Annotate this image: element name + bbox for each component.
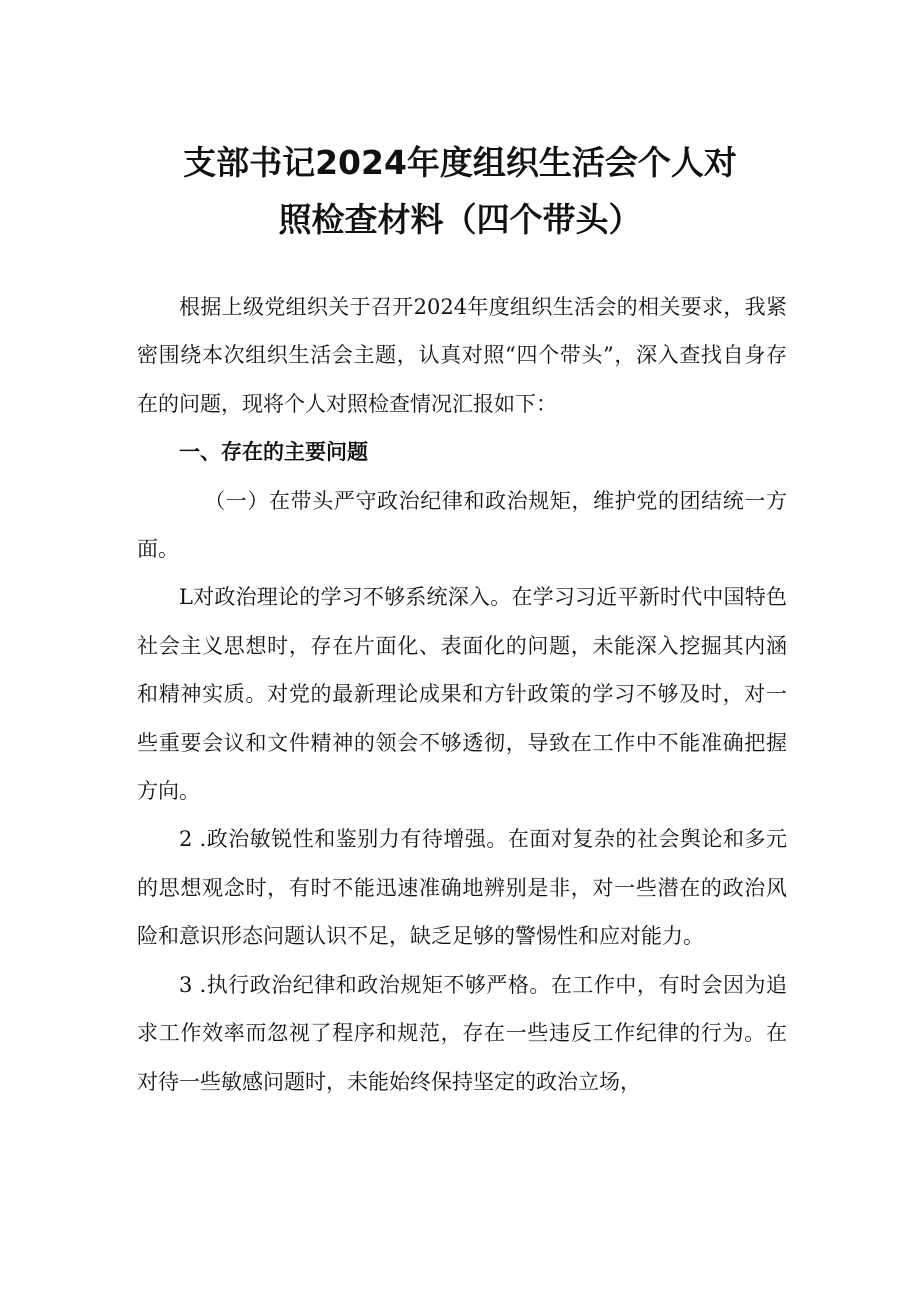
subsection-paragraph: （一）在带头严守政治纪律和政治规矩，维护党的团结统一方面。: [137, 488, 787, 562]
item-3-paragraph: 3 .执行政治纪律和政治规矩不够严格。在工作中，有时会因为追求工作效率而忽视了程序和规范，存在一些违反工作纪律的行为。在对待一些敏感问题时，未能始终保持坚定的政治立场，: [137, 972, 787, 1094]
document-body: [137, 283, 787, 1106]
document-title-line-2: 照检查材料（四个带头）: [278, 200, 642, 239]
intro-paragraph: 根据上级党组织关于召开2024年度组织生活会的相关要求，我紧密围绕本次组织生活会主题，认真对照“四个带头”，深入查找自身存在的问题，现将个人对照检查情况汇报如下：: [137, 295, 787, 416]
section-heading: 一、存在的主要问题: [179, 440, 368, 465]
item-2-paragraph: 2 .政治敏锐性和鉴别力有待增强。在面对复杂的社会舆论和多元的思想观念时，有时不能迅速准确地辨别是非，对一些潜在的政治风险和意识形态问题认识不足，缺乏足够的警惕性和应对能力。: [137, 827, 787, 949]
item-1-paragraph: L对政治理论的学习不够系统深入。在学习习近平新时代中国特色社会主义思想时，存在片面化、表面化的问题，未能深入挖掘其内涵和精神实质。对党的最新理论成果和方针政策的学习不够及时，对一些重要会议和文件精神的领会不够透彻，导致在工作中不能准确把握方向。: [137, 585, 787, 804]
document-title-line-1: 支部书记2024年度组织生活会个人对: [183, 143, 737, 182]
